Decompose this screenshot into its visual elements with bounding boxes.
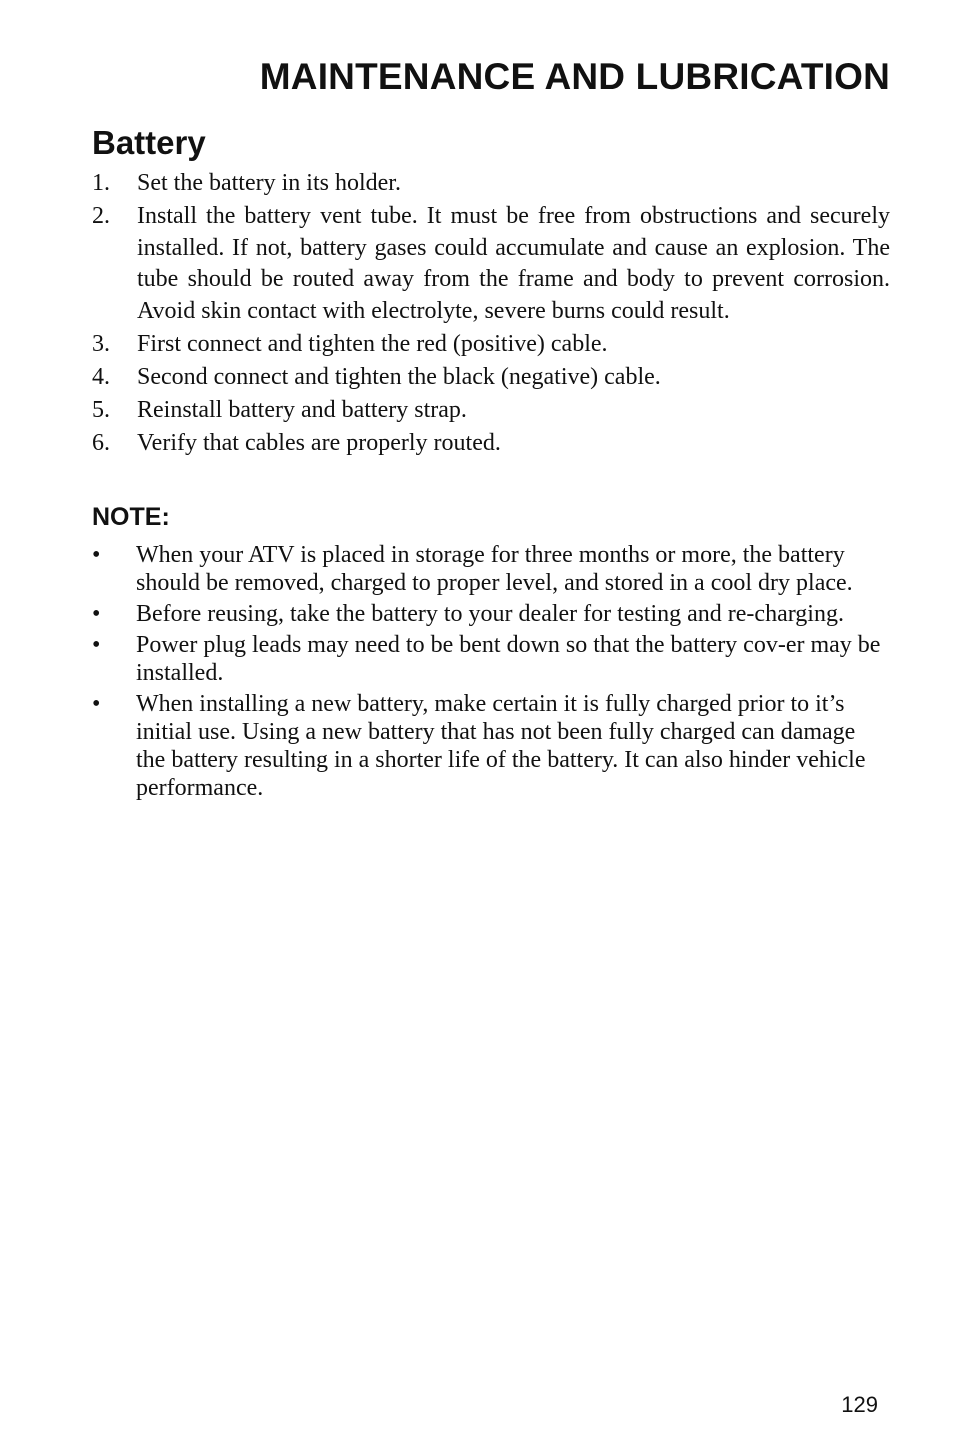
- bullet-icon: •: [92, 632, 101, 658]
- note-item: [92, 690, 890, 802]
- step-text: Second connect and tighten the black (negative) cable.: [137, 363, 661, 390]
- note-list: [92, 541, 890, 805]
- bullet-icon: •: [92, 601, 101, 627]
- note-item: [92, 631, 890, 687]
- step-text: Set the battery in its holder.: [137, 170, 401, 196]
- step-item: [92, 329, 890, 361]
- step-number: 5.: [92, 396, 110, 423]
- note-item: [92, 600, 890, 628]
- bullet-icon: •: [92, 542, 101, 568]
- note-label: NOTE:: [92, 503, 170, 531]
- note-text: When installing a new battery, make certain it is fully charged prior to it’s initial use. Using a new battery that has not been fully charged can damage the battery resulting in a shorter life of the battery. It can also hinder vehicle performance.: [136, 691, 866, 801]
- bullet-icon: •: [92, 691, 101, 717]
- note-item: [92, 541, 890, 597]
- step-number: 2.: [92, 203, 110, 229]
- section-title: Battery: [92, 124, 206, 161]
- page-header: MAINTENANCE AND LUBRICATION: [259, 56, 890, 97]
- note-text: Power plug leads may need to be bent down so that the battery cov-er may be installed.: [136, 632, 881, 686]
- step-number: 3.: [92, 330, 110, 357]
- step-text: First connect and tighten the red (positive) cable.: [137, 330, 608, 357]
- step-number: 4.: [92, 363, 110, 390]
- note-text: Before reusing, take the battery to your dealer for testing and re-charging.: [136, 601, 844, 627]
- battery-steps-list: [92, 168, 890, 461]
- step-item: [92, 168, 890, 200]
- step-text: Verify that cables are properly routed.: [137, 429, 501, 456]
- step-text: Reinstall battery and battery strap.: [137, 396, 467, 423]
- step-item: [92, 395, 890, 427]
- page-number: 129: [841, 1392, 878, 1417]
- step-number: 1.: [92, 170, 110, 196]
- step-item: [92, 428, 890, 460]
- step-text: Install the battery vent tube. It must be free from obstructions and securely installed. If not, battery gases could accumulate and cause an explosion. The tube should be routed away from the frame and body to prevent corrosion. Avoid skin contact with electrolyte, severe burns could result.: [137, 203, 890, 324]
- note-text: When your ATV is placed in storage for three months or more, the battery should be removed, charged to proper level, and stored in a cool dry place.: [136, 542, 853, 596]
- step-number: 6.: [92, 429, 110, 456]
- step-item: [92, 362, 890, 394]
- step-item: [92, 201, 890, 327]
